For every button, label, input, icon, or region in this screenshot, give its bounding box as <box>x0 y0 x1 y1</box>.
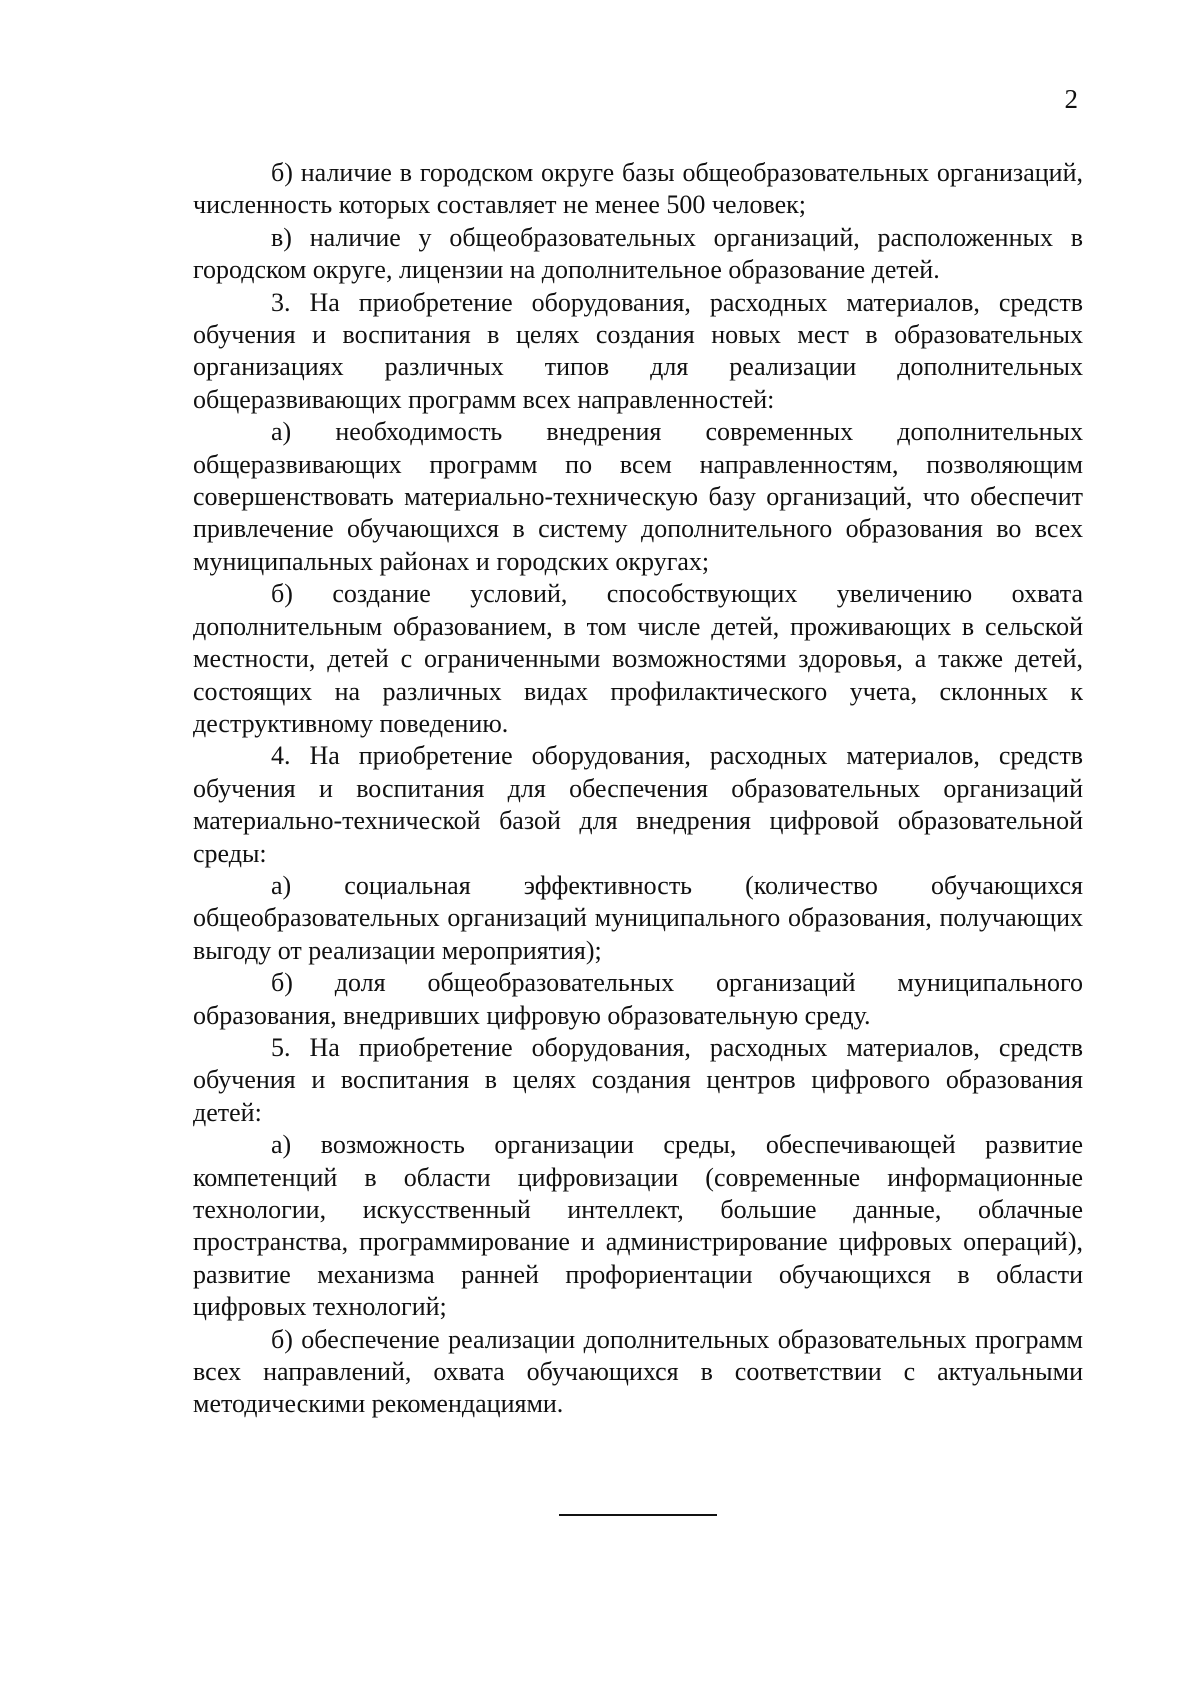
paragraph-4-digital-environment: 4. На приобретение оборудования, расходных материалов, средств обучения и воспитания для обеспечения образовательных организаций материально-технической базой для внедрения цифровой образовательной среды: <box>193 741 1083 868</box>
paragraph-3-new-places: 3. На приобретение оборудования, расходных материалов, средств обучения и воспитания в целях создания новых мест в образовательных организациях различных типов для реализации дополнительных общеразвивающих программ всех направленностей: <box>193 287 1083 414</box>
paragraph-3a-modern-programs: а) необходимость внедрения современных дополнительных общеразвивающих программ по всем направленностям, позволяющим совершенствовать материально-техническую базу организаций, что обеспечит привлечение обучающихся в систему дополнительного образования во всех муниципальных районах и городских округах; <box>193 417 1083 576</box>
paragraph-4a-social-efficiency: а) социальная эффективность (количество обучающихся общеобразовательных организаций муниципального образования, получающих выгоду от реализации мероприятия); <box>193 870 1083 965</box>
paragraph-2v-license: в) наличие у общеобразовательных организаций, расположенных в городском округе, лицензии на дополнительное образование детей. <box>193 222 1083 285</box>
page-number: 2 <box>1064 84 1078 114</box>
end-divider-line <box>559 1514 717 1516</box>
paragraph-5b-programs: б) обеспечение реализации дополнительных образовательных программ всех направлений, охвата обучающихся в соответствии с актуальными методическими рекомендациями. <box>193 1324 1083 1419</box>
paragraph-3b-coverage: б) создание условий, способствующих увеличению охвата дополнительным образованием, в том числе детей, проживающих в сельской местности, детей с ограниченными возможностями здоровья, а также детей, состоящих на различных видах профилактического учета, склонных к деструктивному поведению. <box>193 579 1083 738</box>
paragraph-5-digital-centers: 5. На приобретение оборудования, расходных материалов, средств обучения и воспитания в целях создания центров цифрового образования детей: <box>193 1032 1083 1127</box>
paragraph-4b-share: б) доля общеобразовательных организаций муниципального образования, внедривших цифровую образовательную среду. <box>193 968 1083 1030</box>
paragraph-2b-school-base: б) наличие в городском округе базы общеобразовательных организаций, численность которых составляет не менее 500 человек; <box>193 158 1083 220</box>
paragraph-5a-competencies: а) возможность организации среды, обеспечивающей развитие компетенций в области цифровизации (современные информационные технологии, искусственный интеллект, большие данные, облачные пространства, программирование и администрирование цифровых операций), развитие механизма ранней профориентации обучающихся в области цифровых технологий; <box>193 1130 1083 1322</box>
document-body <box>193 157 1083 1421</box>
